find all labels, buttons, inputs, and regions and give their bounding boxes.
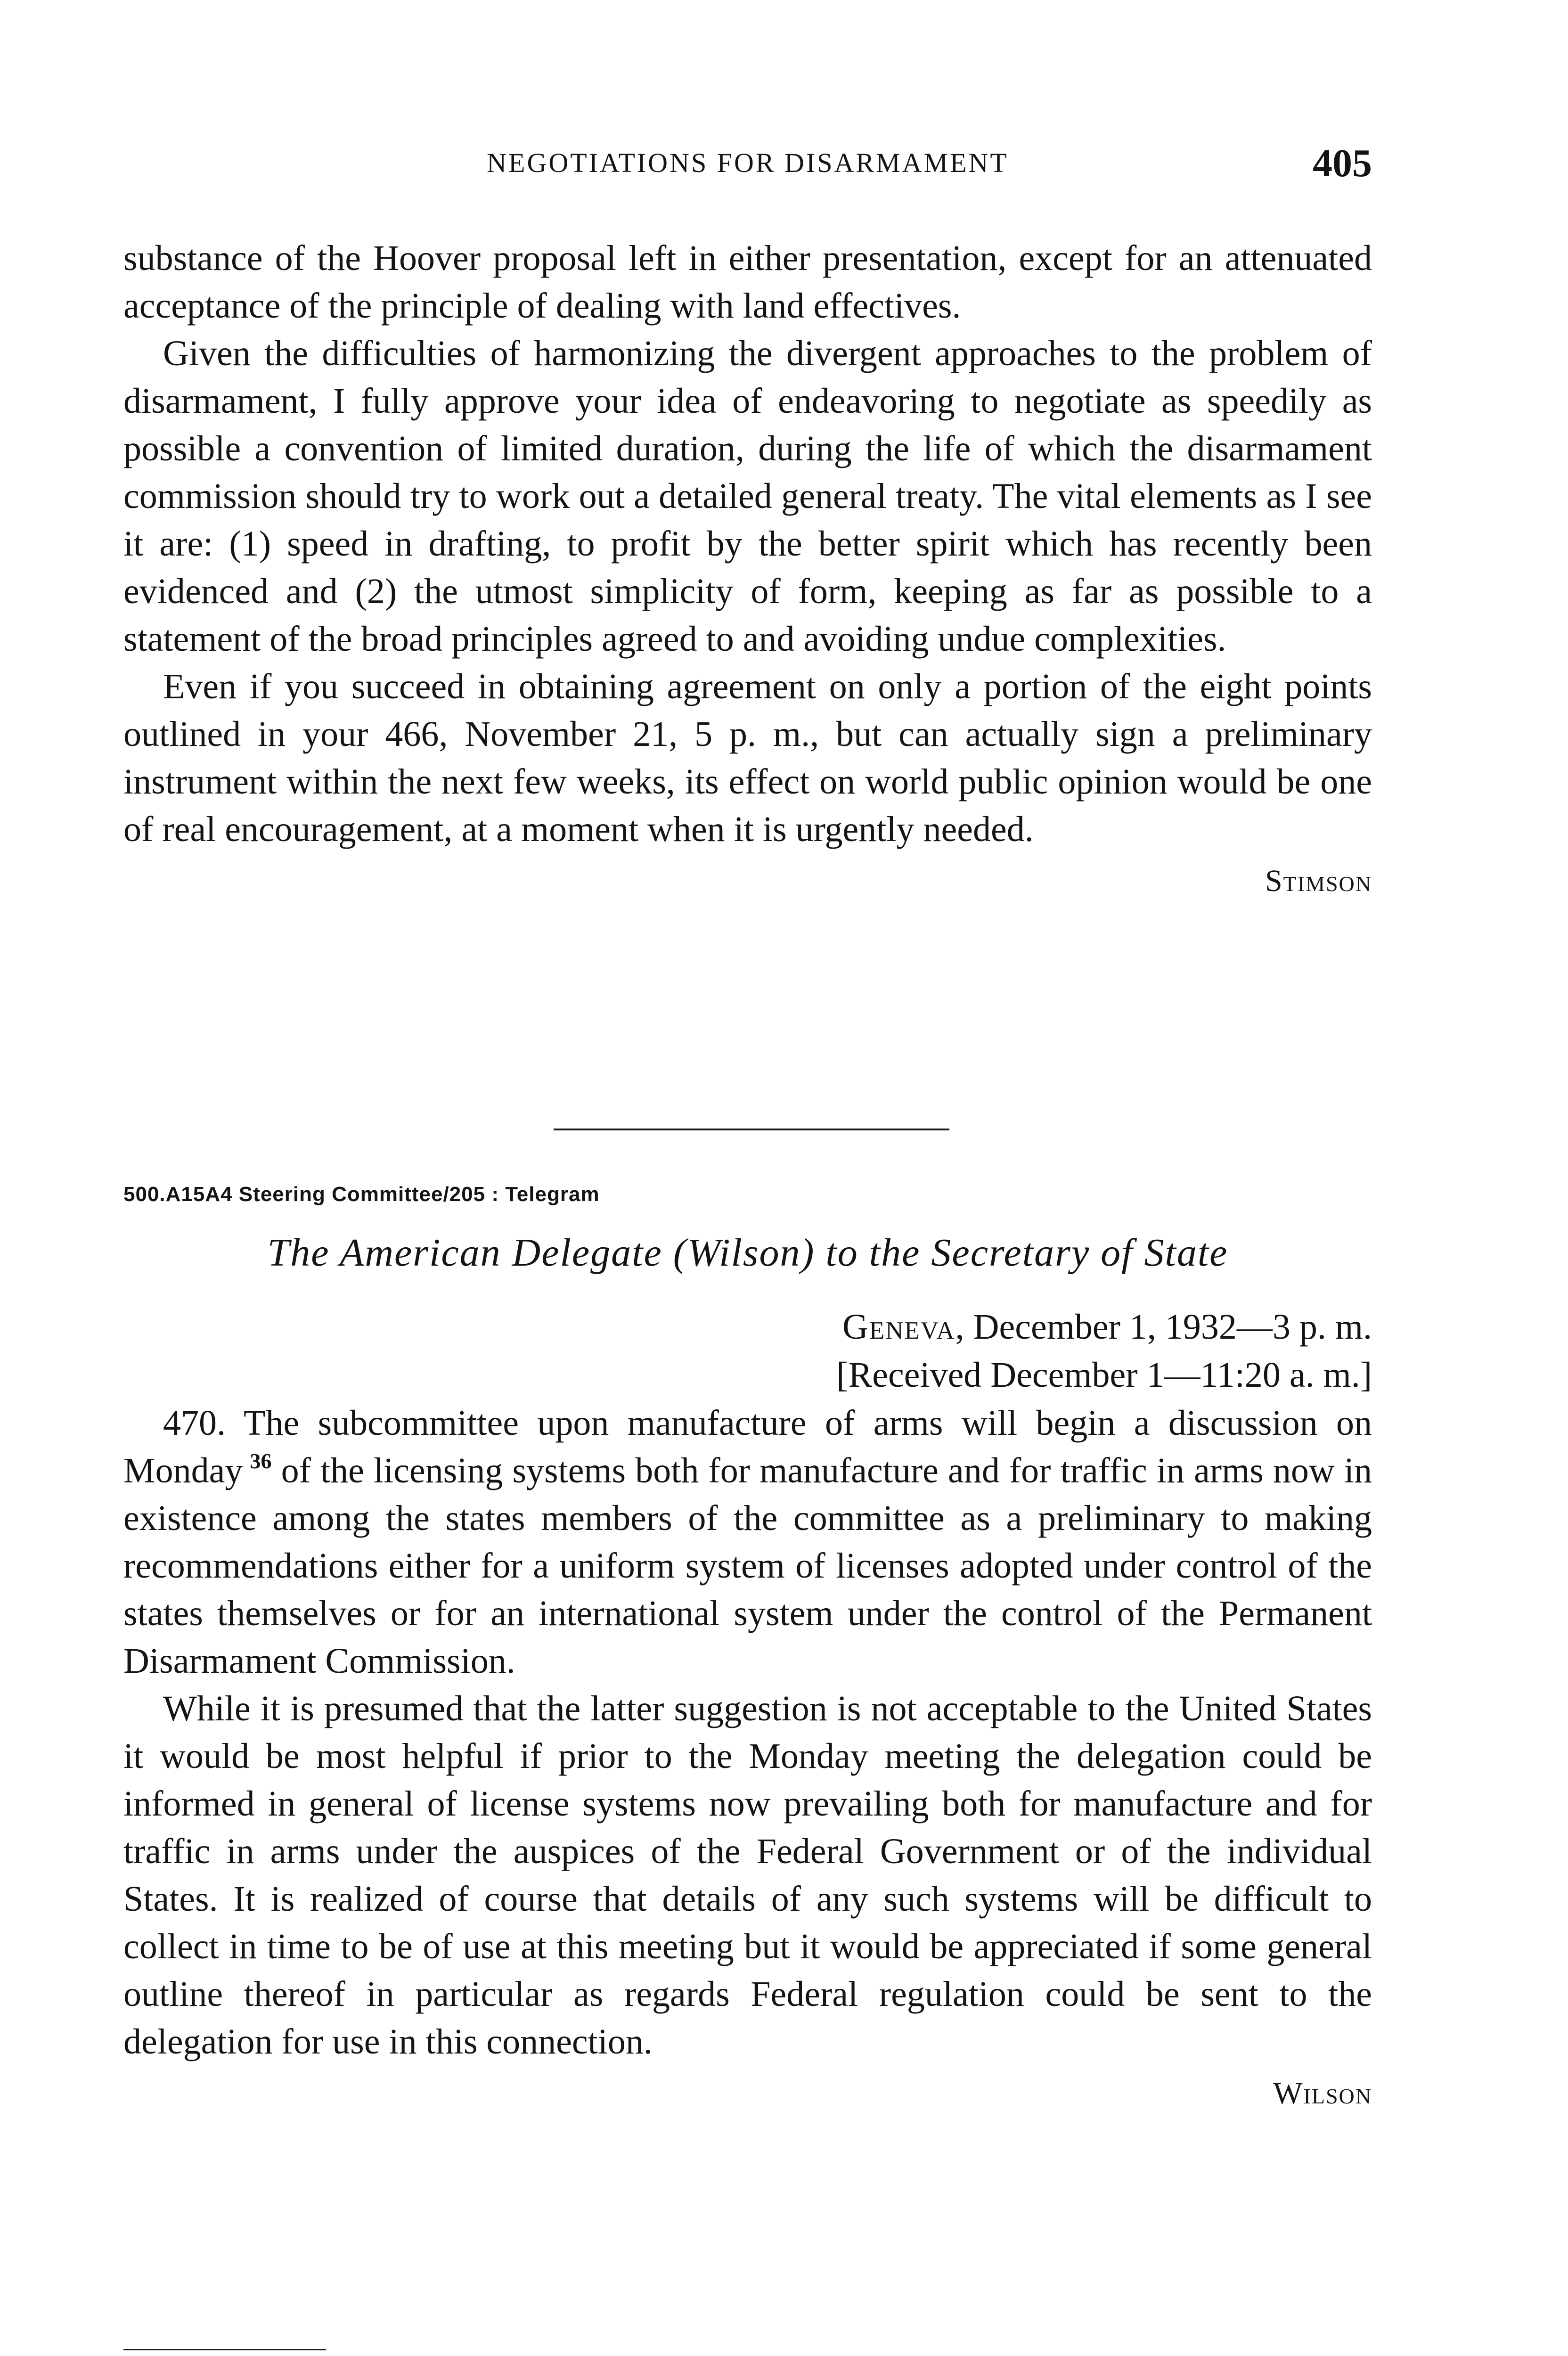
signature-wilson: Wilson <box>1273 2076 1372 2111</box>
paragraph-3: Even if you succeed in obtaining agreement on only a portion of the eight points outlined in your 466, November 21, 5 p. m., but can actually sign a preliminary instrument within the next few weeks, its effect on world public opinion would be one of real encouragement, at a moment when it is urgently needed. <box>123 667 1372 849</box>
dateline-date: , December 1, 1932—3 p. m. <box>955 1307 1372 1347</box>
paragraph-470-text-b: of the licensing systems both for manufacture and for traffic in arms now in existence among the states members of the committee as a preliminary to making recommendations either for a uniform system of licenses adopted under control of the states themselves or for an international system under the control of the Permanent Disarmament Commission. <box>123 1451 1372 1681</box>
dateline-place: Geneva <box>842 1307 956 1347</box>
footnote-rule <box>123 2349 326 2350</box>
dateline-sent <box>123 1303 1372 1351</box>
file-reference: 500.A15A4 Steering Committee/205 : Telegram <box>123 1183 600 1206</box>
page-header <box>123 140 1372 188</box>
section-divider-rule <box>554 1129 949 1130</box>
dateline <box>123 1303 1372 1399</box>
footnote-reference: 36 <box>250 1449 272 1473</box>
document-title: The American Delegate (Wilson) to the Secretary of State <box>267 1231 1228 1275</box>
page-number: 405 <box>1313 141 1372 185</box>
running-head: NEGOTIATIONS FOR DISARMAMENT <box>487 147 1009 178</box>
section-wilson-telegram <box>123 1399 1372 2117</box>
paragraph-1: substance of the Hoover proposal left in either presentation, except for an attenuated acceptance of the principle of dealing with land effectives. <box>123 238 1372 326</box>
paragraph-2: Given the difficulties of harmonizing the divergent approaches to the problem of disarmament, I fully approve your idea of endeavoring to negotiate as speedily as possible a convention of limited duration, during the life of which the disarmament commission should try to work out a detailed general treaty. The vital elements as I see it are: (1) speed in drafting, to profit by the better spirit which has recently been evidenced and (2) the utmost simplicity of form, keeping as far as possible to a statement of the broad principles agreed to and avoiding undue complexities. <box>123 334 1372 659</box>
dateline-received: [Received December 1—11:20 a. m.] <box>836 1355 1372 1395</box>
section-stimson-telegram <box>123 235 1372 905</box>
paragraph-470-text-a: 470. The subcommittee upon manufacture of arms will begin a discussion on Monday <box>123 1403 1372 1490</box>
paragraph-470 <box>123 1399 1372 1685</box>
signature-stimson: Stimson <box>1265 864 1372 898</box>
paragraph-license-request: While it is presumed that the latter suggestion is not acceptable to the United States it would be most helpful if prior to the Monday meeting the delegation could be informed in general of license systems now prevailing both for manufacture and for traffic in arms under the auspices of the Federal Government or of the individual States. It is realized of course that details of any such systems will be difficult to collect in time to be of use at this meeting but it would be appreciated if some general outline thereof in particular as regards Federal regulation could be sent to the delegation for use in this connection. <box>123 1689 1372 2062</box>
